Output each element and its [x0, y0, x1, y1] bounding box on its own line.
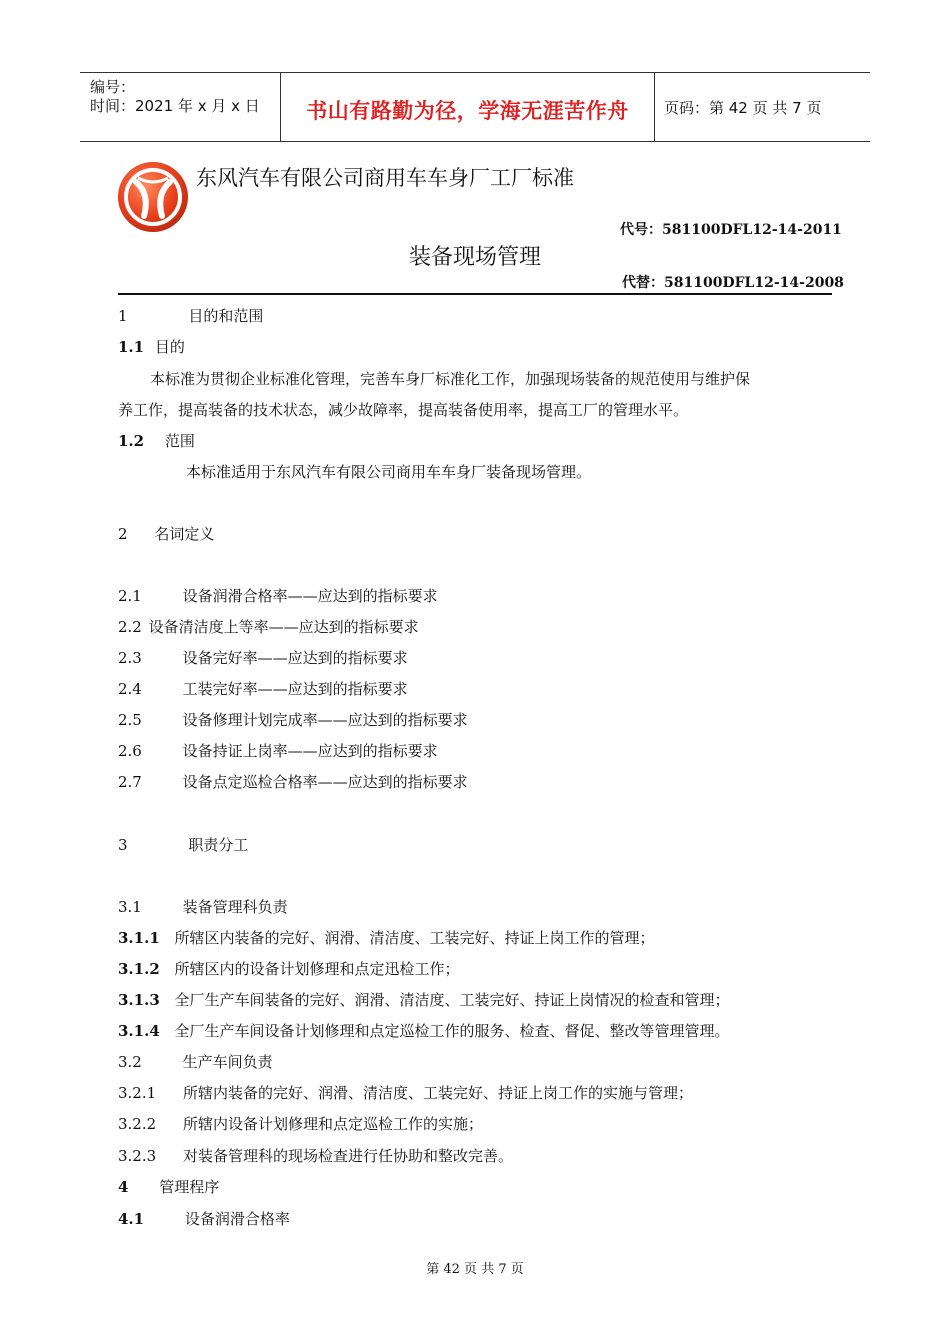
definition-2-1: 2.1 设备润滑合格率——应达到的指标要求: [118, 587, 438, 605]
replaces-code: 代替：581100DFL12-14-2008: [622, 275, 844, 291]
definition-2-4: 2.4 工装完好率——应达到的指标要求: [118, 680, 408, 698]
time-label: 时间：2021 年 x 月 x 日: [90, 97, 260, 115]
header-left-cell: [80, 73, 280, 141]
header-rule: [118, 293, 832, 295]
section-2: 2 名词定义: [118, 525, 215, 543]
item-3-2-3: 3.2.3 对装备管理科的现场检查进行任协助和整改完善。: [118, 1147, 513, 1165]
item-3-1-1: 3.1.1 所辖区内装备的完好、润滑、清洁度、工装完好、持证上岗工作的管理；: [118, 929, 655, 947]
section-1: 1 目的和范围: [118, 307, 264, 325]
definition-2-5: 2.5 设备修理计划完成率——应达到的指标要求: [118, 711, 468, 729]
definition-2-3: 2.3 设备完好率——应达到的指标要求: [118, 649, 408, 667]
section-3-1: 3.1 装备管理科负责: [118, 898, 288, 916]
definition-2-6: 2.6 设备持证上岗率——应达到的指标要求: [118, 742, 438, 760]
company-standard: 东风汽车有限公司商用车车身厂工厂标准: [196, 166, 574, 190]
paragraph-purpose-1: 本标准为贯彻企业标准化管理，完善车身厂标准化工作，加强现场装备的规范使用与维护保: [150, 370, 751, 388]
item-3-2-1: 3.2.1 所辖内装备的完好、润滑、清洁度、工装完好、持证上岗工作的实施与管理；: [118, 1084, 693, 1102]
page-footer: 第 42 页 共 7 页: [426, 1262, 524, 1277]
paragraph-scope: 本标准适用于东风汽车有限公司商用车车身厂装备现场管理。: [186, 463, 592, 481]
section-3: 3 职责分工: [118, 836, 249, 854]
section-1-1: 1.1 目的: [118, 338, 185, 356]
section-1-2: 1.2 范围: [118, 432, 195, 450]
header-page-cell: [654, 73, 870, 141]
motto: 书山有路勤为径，学海无涯苦作舟: [306, 99, 629, 123]
definition-2-2: 2.2 设备清洁度上等率——应达到的指标要求: [118, 618, 419, 636]
section-3-2: 3.2 生产车间负责: [118, 1053, 273, 1071]
item-3-1-4: 3.1.4 全厂生产车间设备计划修理和点定巡检工作的服务、检查、督促、整改等管理管理。: [118, 1022, 730, 1040]
paragraph-purpose-2: 养工作，提高装备的技术状态，减少故障率，提高装备使用率，提高工厂的管理水平。: [118, 401, 689, 419]
item-3-1-2: 3.1.2 所辖区内的设备计划修理和点定迅检工作；: [118, 960, 460, 978]
page-info: 页码：第 42 页 共 7 页: [664, 99, 822, 117]
standard-code: 代号：581100DFL12-14-2011: [620, 222, 842, 238]
item-3-1-3: 3.1.3 全厂生产车间装备的完好、润滑、清洁度、工装完好、持证上岗情况的检查和管理；: [118, 991, 730, 1009]
section-4-1: 4.1 设备润滑合格率: [118, 1210, 290, 1228]
header-motto-cell: [280, 73, 655, 141]
header-table: [80, 72, 870, 142]
item-3-2-2: 3.2.2 所辖内设备计划修理和点定巡检工作的实施；: [118, 1115, 483, 1133]
number-label: 编号：: [90, 78, 136, 96]
dongfeng-logo-icon: [116, 160, 190, 234]
document-title: 装备现场管理: [408, 245, 541, 270]
definition-2-7: 2.7 设备点定巡检合格率——应达到的指标要求: [118, 773, 468, 791]
section-4: 4 管理程序: [118, 1178, 220, 1196]
